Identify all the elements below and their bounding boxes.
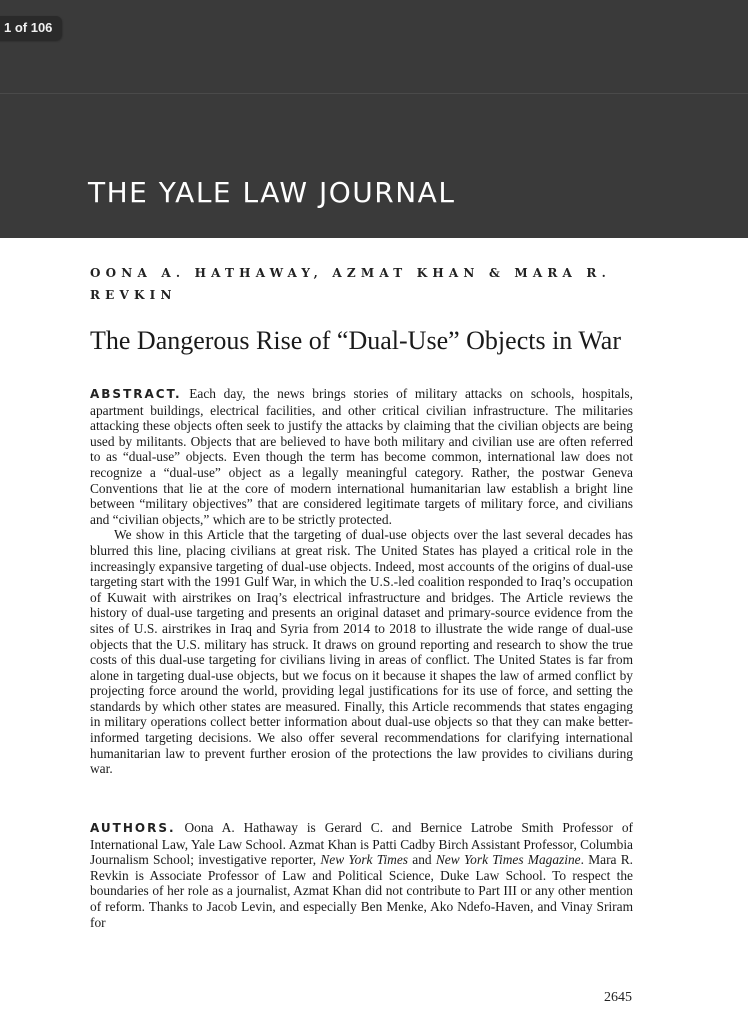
authors-text-2: and (408, 852, 436, 868)
viewer-toolbar (0, 0, 748, 94)
article-title: The Dangerous Rise of “Dual-Use” Objects in War (90, 326, 621, 355)
authors-paragraph (90, 820, 633, 930)
abstract-section (90, 386, 633, 777)
abstract-paragraph (90, 386, 633, 527)
authors-italic-2: New York Times Magazine (435, 852, 581, 868)
authors-section (90, 820, 633, 930)
authors-text-3: . Mara R. Revkin is Associate Professor of Law and Political Science, Duke Law School. To respect the boundaries of her role as a journalist, Azmat Khan did not contribute to Part III or any other mention of reform. Thanks to Jacob Levin, and especially Ben Menke, Ako Ndefo-Haven, and Vinay Sriram for (90, 852, 634, 930)
authors-italic-1: New York Times (320, 852, 409, 868)
authors-label: AUTHORS. (90, 821, 176, 835)
abstract-paragraph-2: We show in this Article that the targeting of dual-use objects over the last several decades has blurred this line, placing civilians at great risk. The United States has played a critical role in the increasingly expansive targeting of dual-use objects. Indeed, most accounts of the origins of dual-use targeting start with the 1991 Gulf War, in which the U.S.-led coalition responded to Iraq’s occupation of Kuwait with airstrikes on Iraq’s electrical infrastructure and bridges. The Article reviews the history of dual-use targeting and presents an original dataset and primary-source evidence from the sites of U.S. airstrikes in Iraq and Syria from 2014 to 2018 to illustrate the wide range of dual-use objects that the U.S. military has struck. It draws on ground reporting and research to show the true costs of this dual-use targeting for civilians living in areas of conflict. The United States is far from alone in targeting dual-use objects, but we focus on it because it shapes the law of armed conflict by projecting force around the world, providing legal justifications for its use of force, and setting the standards by which other states are measured. Finally, this Article recommends that states engaging in military operations collect better information about dual-use objects so that they can make better-informed targeting decisions. We also offer several recommendations for clarifying international humanitarian law to prevent further erosion of the protections the law provides to civilians during war. (90, 527, 633, 777)
abstract-label: ABSTRACT. (90, 387, 182, 401)
abstract-text-1: Each day, the news brings stories of military attacks on schools, hospitals, apartment buildings, electrical facilities, and other critical civilian infrastructure. The militaries attacking these objects often seek to justify the attacks by claiming that the civilian objects are being used by militants. Objects that are believed to have both military and civilian use are often referred to as “dual-use” objects. Even though the term has become common, international law does not recognize a “dual-use” object as a legally meaningful category. Rather, the postwar Geneva Conventions that lie at the core of modern international humanitarian law establish a bright line between “military objectives” that are considered legitimate targets of military force, and civilians and “civilian objects,” which are to be strictly protected. (90, 386, 633, 527)
page-indicator: 1 of 106 (0, 16, 62, 40)
journal-banner (0, 94, 748, 238)
authors-text-1: Oona A. Hathaway is Gerard C. and Bernice Latrobe Smith Professor of International Law, Yale Law School. Azmat Khan is Patti Cadby Birch Assistant Professor, Columbia Journalism School; investigative reporter, (90, 820, 633, 868)
journal-title: THE YALE LAW JOURNAL (88, 176, 456, 209)
page-number: 2645 (604, 990, 632, 1005)
author-names: OONA A. HATHAWAY, AZMAT KHAN & MARA R. REVKIN (90, 266, 611, 302)
